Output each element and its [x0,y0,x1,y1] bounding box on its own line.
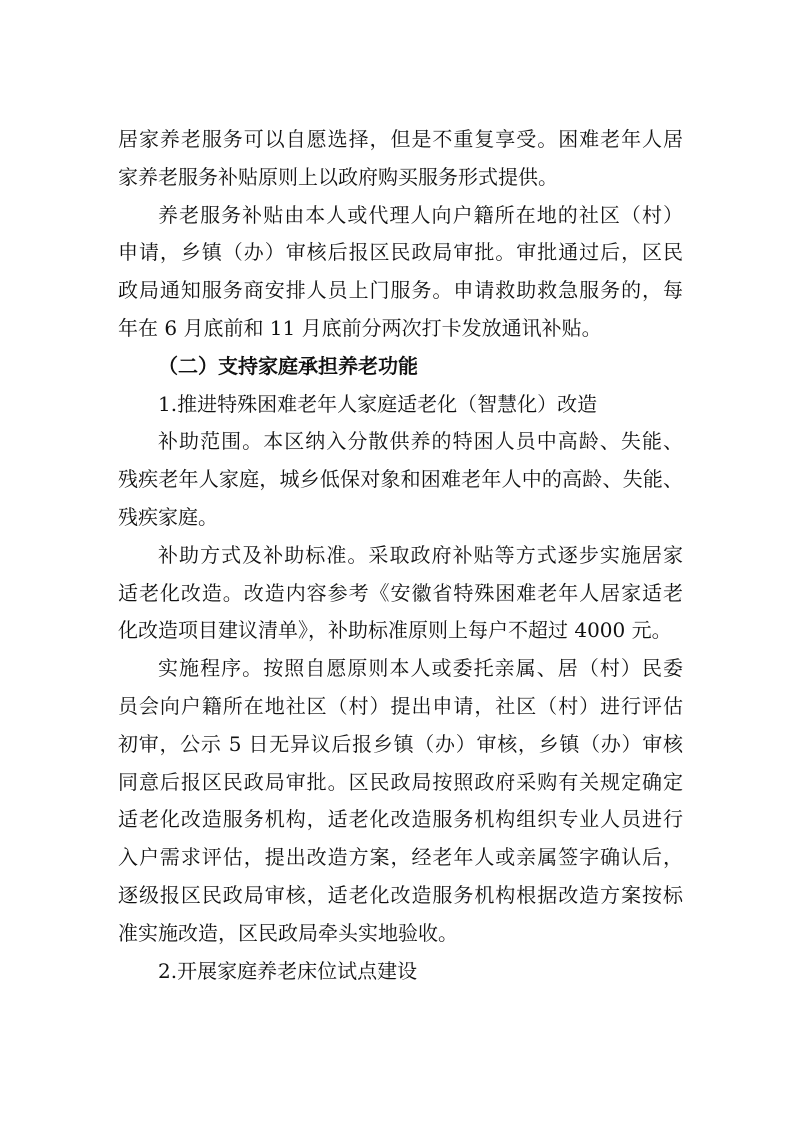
text-line-11: 残疾家庭。 [118,504,218,529]
text-line-10: 残疾老年人家庭，城乡低保对象和困难老年人中的高龄、失能、 [118,467,683,492]
text-line-15: 实施程序。按照自愿原则本人或委托亲属、居（村）民委 [158,656,683,681]
text-line-5: 政局通知服务商安排人员上门服务。申请救助救急服务的，每 [118,278,683,303]
text-line-13: 适老化改造。改造内容参考《安徽省特殊困难老年人居家适老 [118,580,683,605]
text-line-18: 同意后报区民政局审批。区民政局按照政府采购有关规定确定 [118,769,683,794]
text-line-17: 初审，公示 5 日无异议后报乡镇（办）审核，乡镇（办）审核 [118,731,683,756]
document-page [118,121,683,990]
text-line-4: 申请，乡镇（办）审核后报区民政局审批。审批通过后，区民 [118,240,683,265]
text-line-2: 家养老服务补贴原则上以政府购买服务形式提供。 [118,164,558,189]
section-heading: （二）支持家庭承担养老功能 [158,353,418,378]
subsection-heading-1: 1.推进特殊困难老年人家庭适老化（智慧化）改造 [158,391,598,416]
text-line-20: 入户需求评估，提出改造方案，经老年人或亲属签字确认后， [118,845,683,870]
text-line-22: 准实施改造，区民政局牵头实地验收。 [118,920,458,945]
text-line-3: 养老服务补贴由本人或代理人向户籍所在地的社区（村） [158,202,683,227]
text-line-1: 居家养老服务可以自愿选择，但是不重复享受。困难老年人居 [118,127,683,151]
subsection-heading-2: 2.开展家庭养老床位试点建设 [158,958,418,983]
text-line-16: 员会向户籍所在地社区（村）提出申请，社区（村）进行评估 [118,693,683,718]
text-line-14: 化改造项目建议清单》，补助标准原则上每户不超过 4000 元。 [118,618,672,643]
text-line-6: 年在 6 月底前和 11 月底前分两次打卡发放通讯补贴。 [118,315,602,340]
text-line-21: 逐级报区民政局审核，适老化改造服务机构根据改造方案按标 [118,882,683,907]
text-line-9: 补助范围。本区纳入分散供养的特困人员中高龄、失能、 [158,429,683,454]
text-line-12: 补助方式及补助标准。采取政府补贴等方式逐步实施居家 [158,542,683,567]
text-line-19: 适老化改造服务机构，适老化改造服务机构组织专业人员进行 [118,807,683,832]
